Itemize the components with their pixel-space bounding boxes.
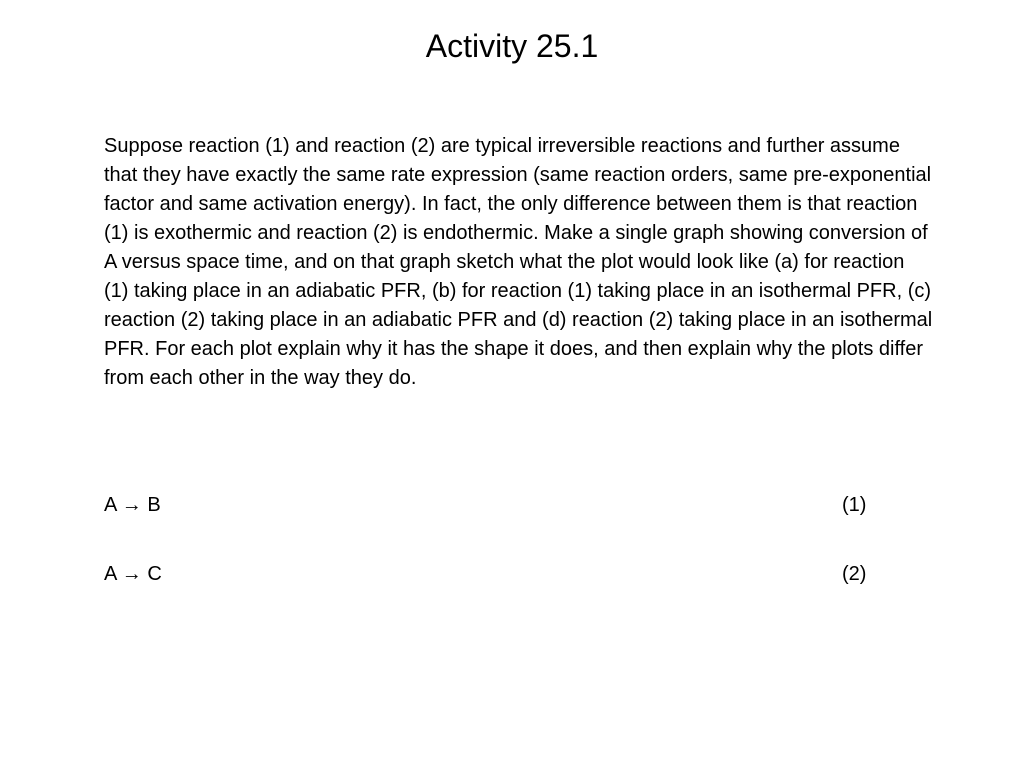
slide-title: Activity 25.1 [425, 28, 599, 64]
reaction-1-number: (1) [842, 494, 867, 516]
reaction-equation-2 [104, 560, 874, 588]
reaction-equation-1 [104, 491, 874, 519]
reaction-2-number: (2) [842, 563, 867, 585]
reaction-2-formula: A → C [104, 563, 162, 585]
reaction-1-formula: A → B [104, 494, 161, 516]
activity-description: Suppose reaction (1) and reaction (2) are typical irreversible reactions and further assume that they have exactly the same rate expression (same reaction orders, same pre-exponential factor and same activation energy). In fact, the only difference between them is that reaction (1) is exothermic and reaction (2) is endothermic. Make a single graph showing conversion of A versus space time, and on that graph sketch what the plot would look like (a) for reaction (1) taking place in an adiabatic PFR, (b) for reaction (1) taking place in an isothermal PFR, (c) reaction (2) taking place in an adiabatic PFR and (d) reaction (2) taking place in an isothermal PFR. For each plot explain why it has the shape it does, and then explain why the plots differ from each other in the way they do. [104, 135, 933, 389]
